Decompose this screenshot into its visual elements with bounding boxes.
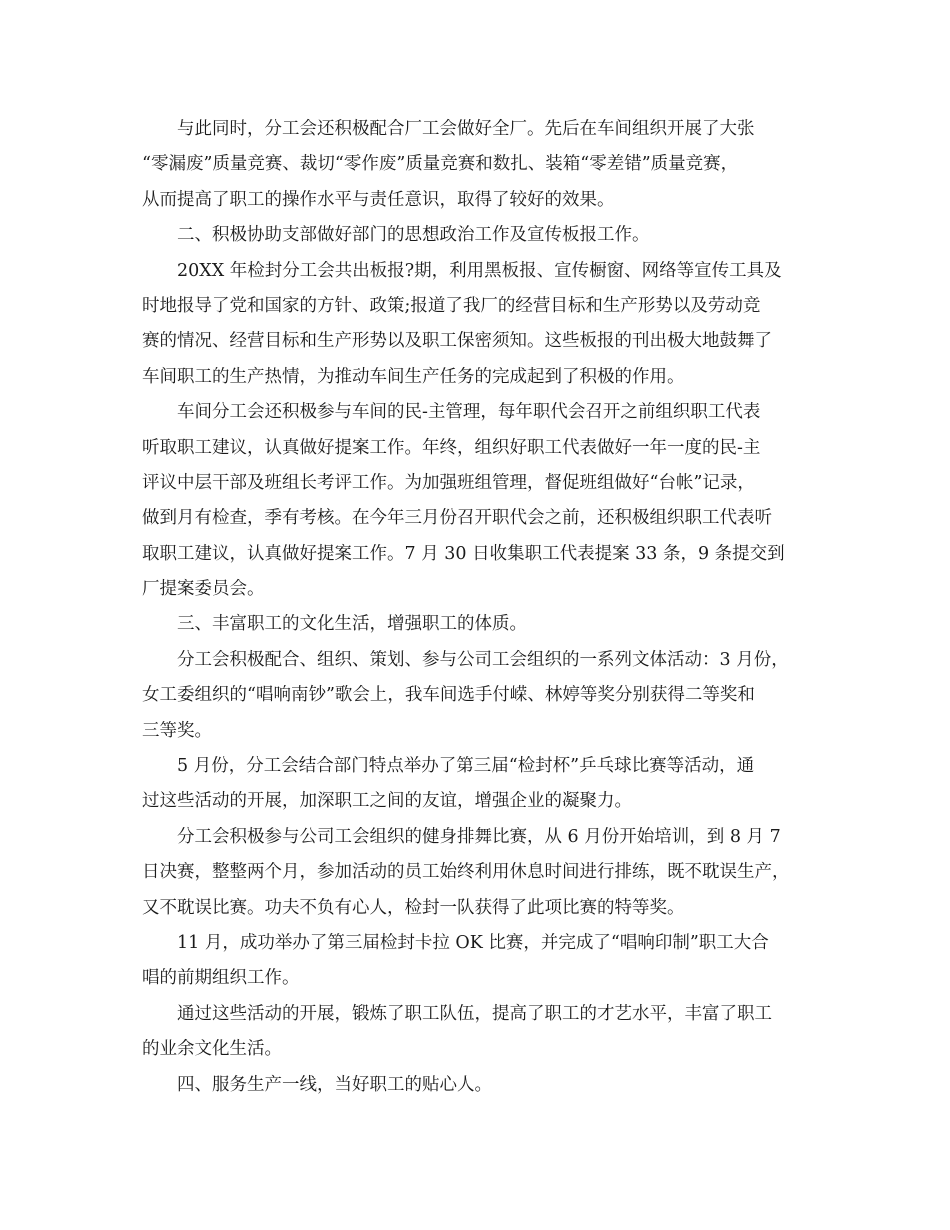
text-line: 做到月有检查，季有考核。在今年三月份召开职代会之前，还积极组织职工代表听 xyxy=(142,508,772,529)
text-line: 车间职工的生产热情，为推动车间生产任务的完成起到了积极的作用。 xyxy=(142,366,685,387)
text-line: “零漏废”质量竞赛、裁切“零作废”质量竞赛和数扎、装箱“零差错”质量竞赛， xyxy=(142,154,739,175)
paragraph-democratic-management xyxy=(142,395,832,607)
paragraph-blackboard-reports xyxy=(142,254,832,396)
text-line: 通过这些活动的开展，锻炼了职工队伍，提高了职工的才艺水平，丰富了职工 xyxy=(177,1003,772,1024)
text-line: 女工委组织的“唱响南钞”歌会上，我车间选手付嵘、林婷等奖分别获得二等奖和 xyxy=(142,685,755,706)
text-line: 评议中层干部及班组长考评工作。为加强班组管理，督促班组做好“台帐”记录， xyxy=(142,472,755,493)
text-line: 三等奖。 xyxy=(142,720,212,741)
text-line: 的业余文化生活。 xyxy=(142,1039,282,1060)
section-heading: 四、服务生产一线，当好职工的贴心人。 xyxy=(177,1074,492,1095)
text-line: 取职工建议，认真做好提案工作。7 月 30 日收集职工代表提案 33 条，9 条提交到 xyxy=(142,543,785,564)
text-line: 听取职工建议，认真做好提案工作。年终，组织好职工代表做好一年一度的民-主 xyxy=(142,437,761,458)
paragraph-cultural-activities xyxy=(142,643,832,749)
section-heading: 二、积极协助支部做好部门的思想政治工作及宣传板报工作。 xyxy=(177,225,650,246)
text-line: 时地报导了党和国家的方针、政策;报道了我厂的经营目标和生产形势以及劳动竞 xyxy=(142,295,761,316)
section-heading-3 xyxy=(142,607,832,642)
section-heading-4 xyxy=(142,1068,832,1103)
text-line: 又不耽误比赛。功夫不负有心人，检封一队获得了此项比赛的特等奖。 xyxy=(142,897,685,918)
text-line: 赛的情况、经营目标和生产形势以及职工保密须知。这些板报的刊出极大地鼓舞了 xyxy=(142,331,772,352)
text-line: 过这些活动的开展，加深职工之间的友谊，增强企业的凝聚力。 xyxy=(142,791,632,812)
section-heading-2 xyxy=(142,218,832,253)
document-body xyxy=(142,112,832,1103)
text-line: 20XX 年检封分工会共出板报?期，利用黑板报、宣传橱窗、网络等宣传工具及 xyxy=(177,260,782,281)
paragraph-karaoke xyxy=(142,926,832,997)
text-line: 厂提案委员会。 xyxy=(142,579,265,600)
paragraph-union-competitions xyxy=(142,112,832,218)
text-line: 车间分工会还积极参与车间的民-主管理，每年职代会召开之前组织职工代表 xyxy=(177,402,761,423)
text-line: 5 月份，分工会结合部门特点举办了第三届“检封杯”乒乓球比赛等活动，通 xyxy=(177,756,755,777)
text-line: 分工会积极参与公司工会组织的健身排舞比赛，从 6 月份开始培训，到 8 月 7 xyxy=(177,826,781,847)
text-line: 日决赛，整整两个月，参加活动的员工始终利用休息时间进行排练，既不耽误生产， xyxy=(142,862,790,883)
section-heading: 三、丰富职工的文化生活，增强职工的体质。 xyxy=(177,614,527,635)
paragraph-line-dance xyxy=(142,820,832,926)
paragraph-table-tennis xyxy=(142,749,832,820)
text-line: 从而提高了职工的操作水平与责任意识，取得了较好的效果。 xyxy=(142,189,615,210)
text-line: 11 月，成功举办了第三届检封卡拉 OK 比赛，并完成了“唱响印制”职工大合 xyxy=(177,932,769,953)
text-line: 分工会积极配合、组织、策划、参与公司工会组织的一系列文体活动：3 月份， xyxy=(177,649,789,670)
paragraph-activities-summary xyxy=(142,997,832,1068)
text-line: 与此同时，分工会还积极配合厂工会做好全厂。先后在车间组织开展了大张 xyxy=(177,119,755,139)
text-line: 唱的前期组织工作。 xyxy=(142,968,300,989)
